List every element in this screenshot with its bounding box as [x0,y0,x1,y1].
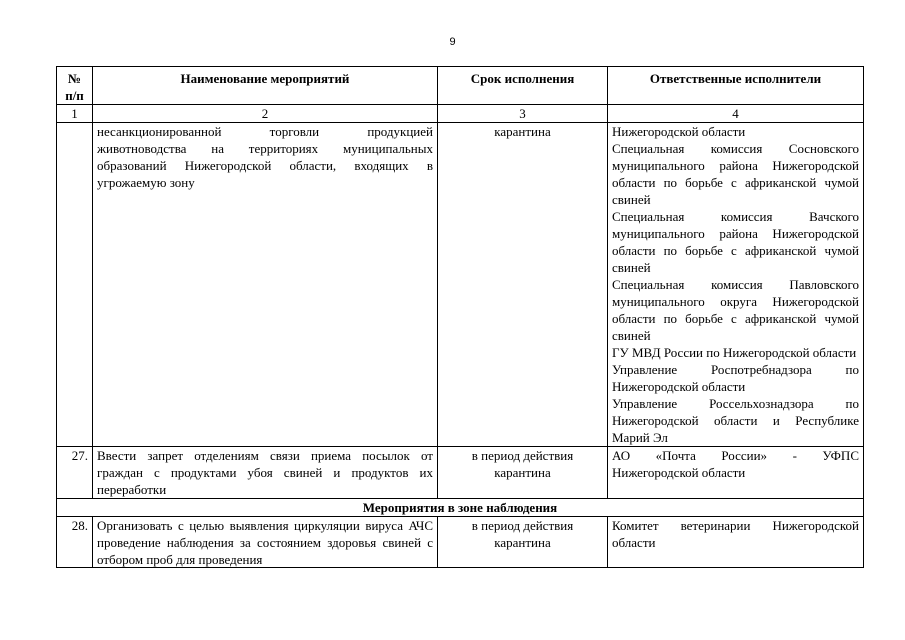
row-number: 27. [57,447,93,499]
col-number-4: 4 [608,105,864,123]
table-row [57,123,864,447]
header-num: № п/п [57,67,93,105]
responsible-item: АО «Почта России» - УФПС Нижегородской области [612,448,859,480]
column-numbers-row [57,105,864,123]
row-number: 28. [57,517,93,568]
header-responsible: Ответственные исполнители [608,67,864,105]
measure-responsible [608,123,864,447]
measure-term: карантина [438,123,608,447]
table-row [57,517,864,568]
measure-name: Ввести запрет отделениям связи приема посылок от граждан с продуктами убоя свиней и продуктов их переработки [93,447,438,499]
row-number [57,123,93,447]
col-number-3: 3 [438,105,608,123]
responsible-item: Специальная комиссия Павловского муниципального округа Нижегородской области по борьбе с африканской чумой свиней [612,277,859,343]
measures-table [56,66,864,568]
measure-name [93,517,438,568]
header-term: Срок исполнения [438,67,608,105]
responsible-item: Нижегородской области [612,124,746,139]
measure-name-text: Организовать с целью выявления циркуляции вируса АЧС проведение наблюдения за состоянием здоровья свиней с отбором проб для проведения [97,518,433,567]
col-number-1: 1 [57,105,93,123]
table-header-row [57,67,864,105]
measure-name: несанкционированной торговли продукцией животноводства на территориях муниципальных образований Нижегородской области, входящих в угрожаемую зону [93,123,438,447]
responsible-item: Комитет ветеринарии Нижегородской области [612,518,859,550]
page-number: 9 [449,36,456,48]
header-name: Наименование мероприятий [93,67,438,105]
responsible-item: ГУ МВД России по Нижегородской области [612,345,857,360]
measure-term: в период действия карантина [438,447,608,499]
responsible-item: Специальная комиссия Сосновского муниципального района Нижегородской области по борьбе с африканской чумой свиней [612,141,859,207]
section-title: Мероприятия в зоне наблюдения [57,499,864,517]
table-row [57,447,864,499]
section-row [57,499,864,517]
measure-term: в период действия карантина [438,517,608,568]
responsible-item: Специальная комиссия Вачского муниципального района Нижегородской области по борьбе с африканской чумой свиней [612,209,859,275]
measure-responsible [608,447,864,499]
responsible-item: Управление Россельхознадзора по Нижегородской области и Республике Марий Эл [612,396,859,445]
measure-responsible [608,517,864,568]
responsible-item: Управление Роспотребнадзора по Нижегородской области [612,362,859,394]
col-number-2: 2 [93,105,438,123]
